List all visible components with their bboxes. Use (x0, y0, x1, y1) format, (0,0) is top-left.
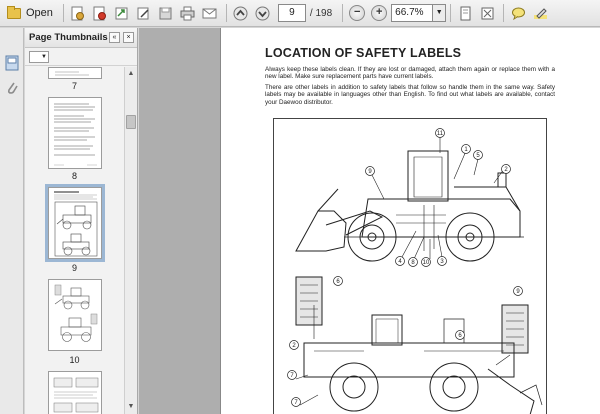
page-heading: LOCATION OF SAFETY LABELS (265, 46, 462, 60)
plus-icon: + (371, 5, 387, 21)
toolbar-separator (226, 4, 227, 22)
collapse-panel-icon[interactable]: « (109, 32, 120, 43)
save-button[interactable] (156, 3, 176, 24)
callout-label: 5 (476, 153, 480, 159)
page-number-input[interactable]: 9 (278, 4, 306, 22)
callout-label: 2 (292, 343, 296, 349)
open-button[interactable] (3, 3, 57, 24)
envelope-icon (202, 6, 217, 21)
document-gear-icon (70, 6, 85, 21)
paragraph: There are other labels in addition to safety labels that follow so handle them in the same way. Safety labels may be available in languages other than English. To find out what labels are available, contact your Daewoo distributor. (265, 84, 555, 106)
document-red-icon (92, 6, 107, 21)
callout-label: 11 (436, 131, 444, 137)
wheel-loader-drawing (274, 119, 548, 414)
callout-label: 6 (458, 333, 462, 339)
options-dropdown[interactable]: ▼ (29, 51, 49, 63)
thumbnail-page[interactable] (48, 97, 102, 169)
thumbnail-page[interactable] (48, 371, 102, 414)
toolbar-separator (503, 4, 504, 22)
thumbnail-label: 8 (71, 171, 77, 181)
callout-label: 3 (440, 259, 444, 265)
page-total: / 198 (309, 7, 333, 19)
callout-label: 10 (422, 260, 430, 266)
callout-label: 9 (368, 169, 372, 175)
toolbar (0, 0, 600, 27)
paragraph: Always keep these labels clean. If they are lost or damaged, attach them again or replace them with a new label. Make sure replacement parts have current labels. (265, 66, 555, 81)
sign-button[interactable] (134, 3, 154, 24)
toolbar-separator (63, 4, 64, 22)
create-pdf-button[interactable] (68, 3, 88, 24)
toolbar-separator (342, 4, 343, 22)
thumbnail-list (25, 67, 124, 414)
arrow-up-icon (233, 6, 248, 21)
thumbnail-label: 7 (71, 81, 77, 91)
toolbar-separator (450, 4, 451, 22)
open-label: Open (26, 7, 53, 19)
zoom-out-button[interactable] (347, 3, 367, 24)
chevron-down-icon[interactable]: ▼ (433, 4, 446, 22)
callout-label: 7 (290, 373, 294, 379)
highlighter-icon (533, 6, 548, 21)
callout-label: 1 (464, 147, 468, 153)
speech-bubble-icon (511, 6, 526, 21)
callout-label: 4 (398, 259, 402, 265)
scroll-up-icon[interactable]: ▲ (127, 70, 135, 77)
zoom-input[interactable]: 66.7% (391, 4, 433, 22)
document-view[interactable] (139, 28, 600, 414)
thumbnail-page-selected[interactable] (48, 187, 102, 259)
full-screen-button[interactable] (477, 3, 497, 24)
callout-label: 6 (336, 279, 340, 285)
fit-page-button[interactable] (455, 3, 475, 24)
export-button[interactable] (112, 3, 132, 24)
panel-title: Page Thumbnails (29, 32, 108, 43)
export-arrow-icon (114, 6, 129, 21)
panel-header (25, 28, 137, 48)
fit-page-icon (458, 6, 473, 21)
safety-label-diagram (273, 118, 547, 414)
scroll-down-icon[interactable]: ▼ (127, 403, 135, 410)
pen-icon (136, 6, 151, 21)
paperclip-icon[interactable] (5, 80, 19, 96)
scroll-thumb[interactable] (126, 115, 136, 129)
print-button[interactable] (178, 3, 198, 24)
thumbnail-label: 10 (69, 355, 80, 365)
close-icon[interactable]: × (123, 32, 134, 43)
panel-toolbar (25, 48, 137, 66)
page-thumbnails-icon[interactable] (5, 55, 19, 71)
thumbnail-page[interactable] (48, 279, 102, 351)
callout-label: 2 (504, 167, 508, 173)
printer-icon (180, 6, 195, 21)
thumbnail-scrollbar[interactable] (124, 67, 137, 414)
next-page-button[interactable] (253, 3, 273, 24)
email-button[interactable] (200, 3, 220, 24)
callout-label: 9 (516, 289, 520, 295)
thumbnail-label: 9 (71, 263, 77, 273)
arrow-down-icon (255, 6, 270, 21)
highlight-button[interactable] (530, 3, 550, 24)
print-pdf-button[interactable] (90, 3, 110, 24)
zoom-in-button[interactable] (369, 3, 389, 24)
folder-icon (7, 8, 21, 19)
thumbnail-page[interactable] (48, 67, 102, 79)
navigation-pane (0, 28, 24, 414)
thumbnail-panel (25, 28, 138, 414)
previous-page-button[interactable] (231, 3, 251, 24)
expand-icon (480, 6, 495, 21)
floppy-disk-icon (158, 6, 173, 21)
callout-label: 8 (411, 260, 415, 266)
minus-icon: − (349, 5, 365, 21)
callout-label: 7 (294, 400, 298, 406)
pdf-page (220, 28, 600, 414)
comment-button[interactable] (508, 3, 528, 24)
